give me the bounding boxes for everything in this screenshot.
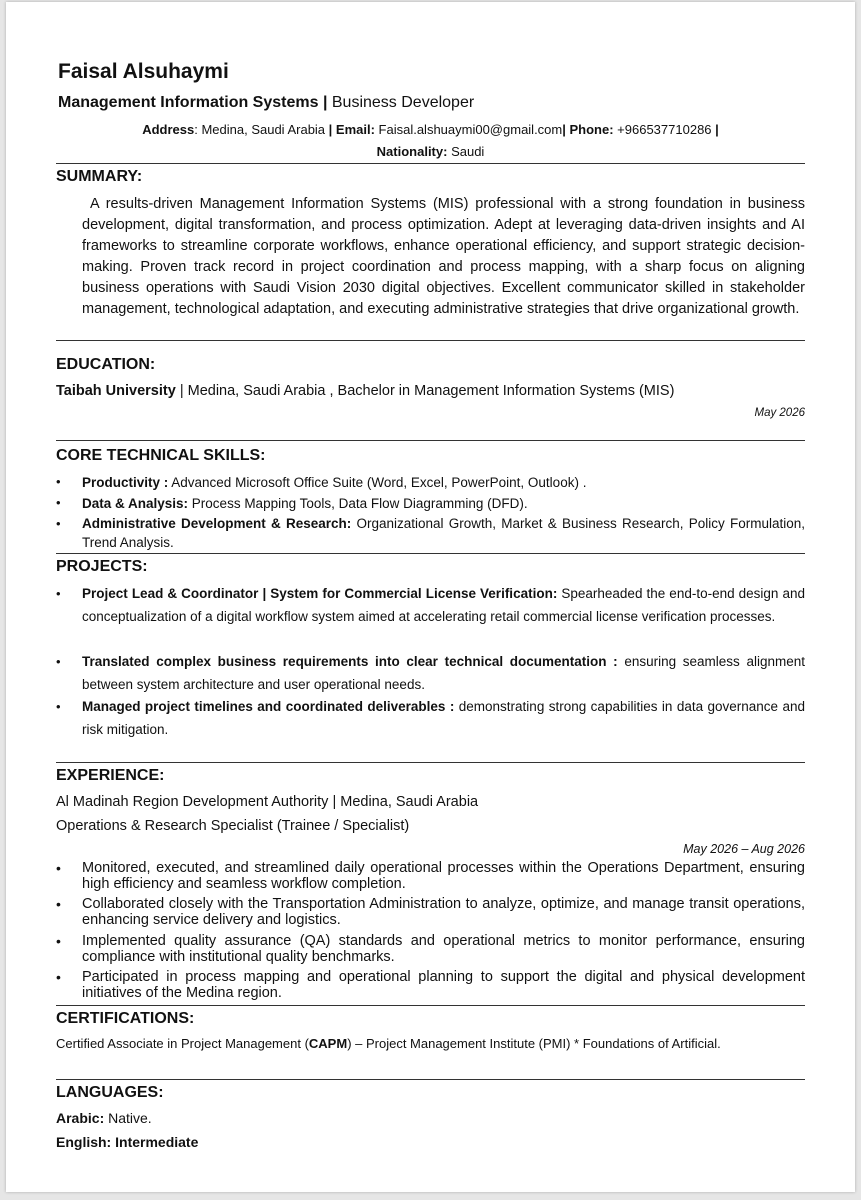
bullet-icon: • <box>56 860 61 876</box>
language-arabic <box>56 1110 152 1126</box>
experience-item: Participated in process mapping and operational planning to support the digital and physical development initiatives of the Medina region. <box>82 969 805 1001</box>
language-label: Arabic: <box>56 1110 105 1126</box>
resume-name: Faisal Alsuhaymi <box>58 60 229 83</box>
experience-item: Collaborated closely with the Transportation Administration to analyze, optimize, and manage transit operations, enhancing service delivery and logistics. <box>82 896 805 928</box>
project-text: ensuring seamless alignment between system architecture and user operational needs. <box>82 654 805 692</box>
email-value[interactable]: Faisal.alshuaymi00@gmail.com <box>374 122 563 137</box>
bullet-icon: • <box>56 516 61 531</box>
nationality-line <box>6 144 855 159</box>
skill-label: Productivity : <box>82 475 169 490</box>
summary-text: A results-driven Management Information Systems (MIS) professional with a strong foundation in business development, digital transformation, and process optimization. Adept at leveraging data-driven insights and AI frameworks to streamline corporate workflows, enhance operational efficiency, and support strategic decision-making. Proven track record in project coordination and process mapping, with a sharp focus on aligning business operations with Saudi Vision 2030 digital objectives. Excellent communicator skilled in stakeholder management, technological adaptation, and executing administrative strategies that drive organizational growth. <box>82 196 805 317</box>
experience-date: May 2026 – Aug 2026 <box>683 842 805 856</box>
contact-line <box>6 122 855 137</box>
education-date: May 2026 <box>754 407 805 419</box>
project-text: demonstrating strong capabilities in data governance and risk mitigation. <box>82 699 805 737</box>
education-entry <box>56 383 674 399</box>
bullet-icon: • <box>56 699 61 714</box>
experience-heading: EXPERIENCE: <box>56 767 165 784</box>
nationality-label: Nationality: <box>376 144 448 159</box>
email-label: | Email: <box>328 122 375 137</box>
phone-value: +966537710286 <box>613 122 716 137</box>
language-level: Intermediate <box>111 1134 199 1150</box>
experience-org: Al Madinah Region Development Authority | Medina, Saudi Arabia <box>56 794 479 810</box>
language-label: English: <box>56 1134 112 1150</box>
bullet-icon: • <box>56 896 61 912</box>
project-label: Translated complex business requirements into clear technical documentation : <box>82 654 618 669</box>
experience-item: Implemented quality assurance (QA) standards and operational metrics to monitor performance, ensuring compliance with institutional quality benchmarks. <box>82 933 805 965</box>
bullet-icon: • <box>56 495 61 510</box>
address-value: : Medina, Saudi Arabia <box>194 122 329 137</box>
project-item <box>82 650 805 696</box>
project-label: Managed project timelines and coordinated deliverables : <box>82 699 455 714</box>
address-label: Address <box>142 122 195 137</box>
skill-label: Data & Analysis: <box>82 496 189 511</box>
project-item <box>82 695 805 741</box>
language-english <box>56 1134 198 1150</box>
bullet-icon: • <box>56 654 61 669</box>
bullet-icon: • <box>56 969 61 985</box>
language-level: Native. <box>104 1110 152 1126</box>
divider <box>56 1079 805 1080</box>
divider <box>56 762 805 763</box>
project-item <box>82 582 805 628</box>
certifications-heading: CERTIFICATIONS: <box>56 1010 195 1027</box>
major: Management Information Systems <box>58 94 319 111</box>
divider <box>56 340 805 341</box>
bullet-icon: • <box>56 586 61 601</box>
projects-heading: PROJECTS: <box>56 558 148 575</box>
languages-heading: LANGUAGES: <box>56 1084 164 1101</box>
skills-heading: CORE TECHNICAL SKILLS: <box>56 447 266 464</box>
summary-heading: SUMMARY: <box>56 168 143 185</box>
resume-page <box>6 2 855 1192</box>
phone-tail: | <box>715 122 719 137</box>
skill-label: Administrative Development & Research: <box>82 516 352 531</box>
divider <box>56 1005 805 1006</box>
skill-item <box>82 493 805 514</box>
divider <box>56 553 805 554</box>
skill-item <box>82 472 805 493</box>
education-heading: EDUCATION: <box>56 356 156 373</box>
skill-text: Process Mapping Tools, Data Flow Diagramming (DFD). <box>188 496 528 511</box>
project-label: Project Lead & Coordinator | System for Commercial License Verification: <box>82 586 558 601</box>
experience-item: Monitored, executed, and streamlined daily operational processes within the Operations Department, ensuring high efficiency and seamless workflow completion. <box>82 860 805 892</box>
cert-text: ) – Project Management Institute (PMI) * Foundations of Artificial. <box>347 1036 721 1051</box>
certification-entry <box>56 1036 721 1051</box>
divider <box>56 163 805 164</box>
cert-acronym: CAPM <box>308 1036 348 1051</box>
separator: | <box>318 94 332 111</box>
bullet-icon: • <box>56 474 61 489</box>
role: Business Developer <box>331 94 475 111</box>
education-detail: | Medina, Saudi Arabia , Bachelor in Management Information Systems (MIS) <box>175 383 675 399</box>
phone-label: | Phone: <box>562 122 614 137</box>
bullet-icon: • <box>56 933 61 949</box>
project-text: Spearheaded the end-to-end design and conceptualization of a digital workflow system aimed at accelerating retail commercial license verification processes. <box>82 586 806 624</box>
skill-item <box>82 514 805 552</box>
nationality-value: Saudi <box>447 144 485 159</box>
resume-subtitle <box>58 94 474 112</box>
school-name: Taibah University <box>56 383 176 399</box>
divider <box>56 440 805 441</box>
cert-text: Certified Associate in Project Management ( <box>56 1036 309 1051</box>
skill-text: Advanced Microsoft Office Suite (Word, Excel, PowerPoint, Outlook) . <box>168 475 587 490</box>
experience-title: Operations & Research Specialist (Trainee / Specialist) <box>56 818 410 834</box>
skill-text: Organizational Growth, Market & Business Research, Policy Formulation, Trend Analysis. <box>82 516 805 550</box>
